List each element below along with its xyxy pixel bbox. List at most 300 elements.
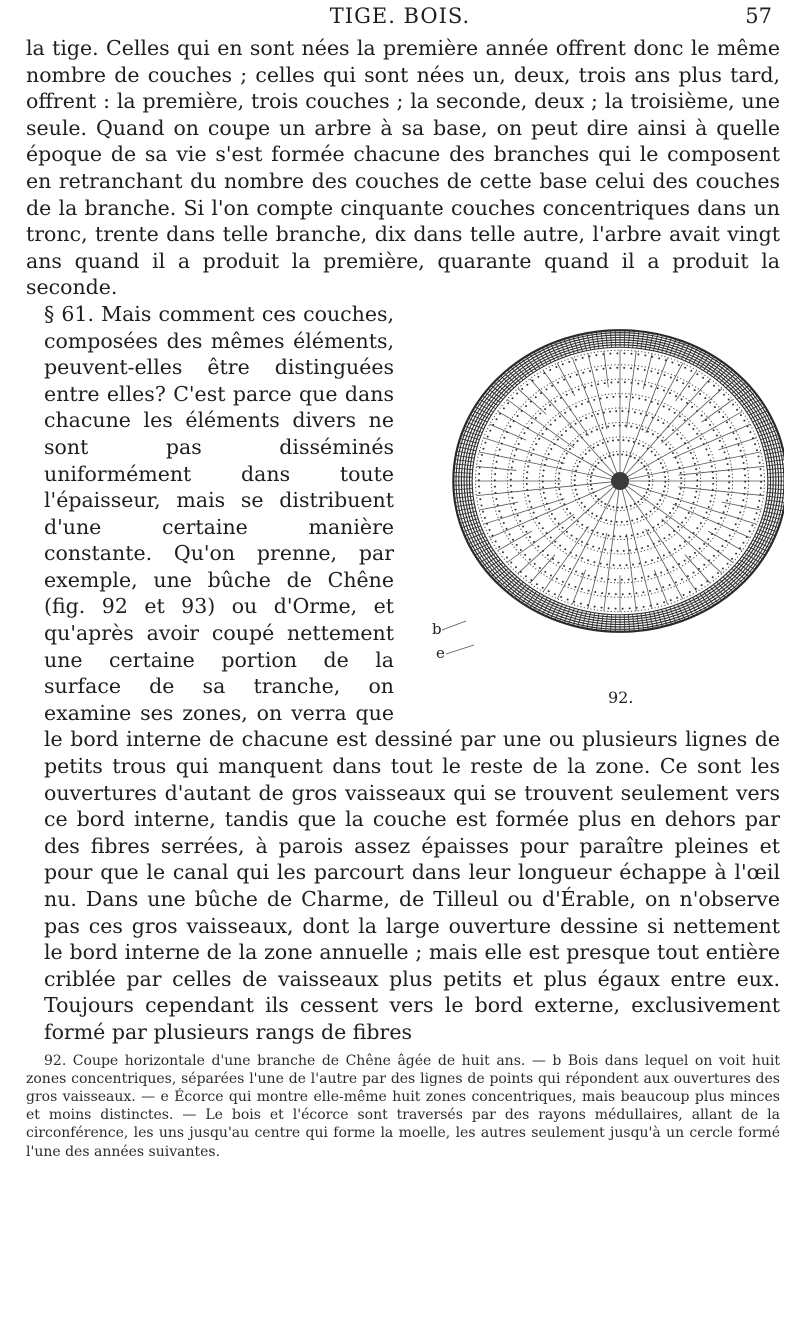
vessel-pore xyxy=(539,412,541,414)
vessel-pore xyxy=(577,465,579,467)
vessel-pore xyxy=(669,392,671,394)
vessel-pore xyxy=(581,502,583,504)
vessel-pore xyxy=(601,459,603,461)
vessel-pore xyxy=(705,511,707,513)
vessel-pore xyxy=(522,525,524,527)
vessel-pore xyxy=(526,384,528,386)
vessel-pore xyxy=(589,370,591,372)
vessel-pore xyxy=(690,507,692,509)
vessel-pore xyxy=(626,506,628,508)
vessel-pore xyxy=(613,425,615,427)
vessel-pore xyxy=(644,354,646,356)
vessel-pore xyxy=(601,607,603,609)
vessel-pore xyxy=(659,499,661,501)
vessel-pore xyxy=(625,396,627,398)
vessel-pore xyxy=(626,454,628,456)
vessel-pore xyxy=(746,536,748,538)
vessel-pore xyxy=(635,592,637,594)
vessel-pore xyxy=(566,394,568,396)
vessel-pore xyxy=(723,511,725,513)
vessel-pore xyxy=(569,376,571,378)
vessel-pore xyxy=(499,449,501,451)
vessel-pore xyxy=(703,564,705,566)
vessel-pore xyxy=(687,575,689,577)
vessel-pore xyxy=(594,591,596,593)
vessel-pore xyxy=(556,578,558,580)
vessel-pore xyxy=(597,498,599,500)
vessel-pore xyxy=(591,472,593,474)
vessel-pore xyxy=(725,540,727,542)
vessel-pore xyxy=(575,405,577,407)
vessel-pore xyxy=(511,397,513,399)
vessel-pore xyxy=(590,484,592,486)
vessel-pore xyxy=(587,604,589,606)
vessel-pore xyxy=(747,425,749,427)
vessel-pore xyxy=(704,397,706,399)
vessel-pore xyxy=(617,550,619,552)
bark-hatch xyxy=(761,522,779,527)
vessel-pore xyxy=(536,583,538,585)
vessel-pore xyxy=(591,529,593,531)
vessel-pore xyxy=(527,465,529,467)
vessel-pore xyxy=(542,587,544,589)
vessel-pore xyxy=(657,523,659,525)
vessel-pore xyxy=(585,453,587,455)
vessel-pore xyxy=(647,472,649,474)
vessel-pore xyxy=(588,590,590,592)
vessel-pore xyxy=(494,473,496,475)
vessel-pore xyxy=(517,514,519,516)
vessel-pore xyxy=(516,544,518,546)
vessel-pore xyxy=(650,385,652,387)
vessel-pore xyxy=(584,506,586,508)
vessel-pore xyxy=(663,405,665,407)
vessel-pore xyxy=(562,527,564,529)
vessel-pore xyxy=(677,526,679,528)
vessel-pore xyxy=(621,453,623,455)
vessel-pore xyxy=(754,443,756,445)
vessel-pore xyxy=(563,457,565,459)
vessel-pore xyxy=(576,374,578,376)
vessel-pore xyxy=(667,425,669,427)
vessel-pore xyxy=(643,465,645,467)
vessel-pore xyxy=(601,592,603,594)
vessel-pore xyxy=(604,457,606,459)
vessel-pore xyxy=(708,559,710,561)
vessel-pore xyxy=(725,457,727,459)
vessel-pore xyxy=(742,542,744,544)
vessel-pore xyxy=(729,534,731,536)
vessel-pore xyxy=(478,485,480,487)
vessel-pore xyxy=(586,527,588,529)
vessel-pore xyxy=(689,556,691,558)
vessel-pore xyxy=(647,545,649,547)
vessel-pore xyxy=(600,562,602,564)
vessel-pore xyxy=(535,396,537,398)
vessel-pore xyxy=(607,440,609,442)
vessel-pore xyxy=(657,458,659,460)
vessel-pore xyxy=(576,538,578,540)
vessel-pore xyxy=(657,372,659,374)
vessel-pore xyxy=(514,509,516,511)
bark-hatch xyxy=(460,439,478,444)
vessel-pore xyxy=(520,437,522,439)
vessel-pore xyxy=(630,367,632,369)
vessel-pore xyxy=(495,467,497,469)
vessel-pore xyxy=(613,535,615,537)
vessel-pore xyxy=(510,491,512,493)
vessel-pore xyxy=(494,479,496,481)
vessel-pore xyxy=(609,411,611,413)
vessel-pore xyxy=(558,488,560,490)
vessel-pore xyxy=(548,453,550,455)
vessel-pore xyxy=(728,398,730,400)
vessel-pore xyxy=(688,385,690,387)
vessel-pore xyxy=(637,533,639,535)
vessel-pore xyxy=(594,606,596,608)
vessel-pore xyxy=(604,503,606,505)
vessel-pore xyxy=(560,397,562,399)
vessel-pore xyxy=(719,440,721,442)
vessel-pore xyxy=(631,519,633,521)
vessel-pore xyxy=(735,553,737,555)
medullary-ray xyxy=(675,370,696,401)
vessel-pore xyxy=(561,498,563,500)
vessel-pore xyxy=(558,478,560,480)
vessel-pore xyxy=(533,512,535,514)
vessel-pore xyxy=(744,487,746,489)
vessel-pore xyxy=(675,457,677,459)
vessel-pore xyxy=(696,479,698,481)
vessel-pore xyxy=(645,491,647,493)
vessel-pore xyxy=(646,414,648,416)
vessel-pore xyxy=(756,512,758,514)
vessel-pore xyxy=(711,465,713,467)
vessel-pore xyxy=(622,593,624,595)
vessel-pore xyxy=(486,523,488,525)
vessel-pore xyxy=(612,454,614,456)
vessel-pore xyxy=(593,561,595,563)
vessel-pore xyxy=(664,485,666,487)
vessel-pore xyxy=(629,607,631,609)
vessel-pore xyxy=(543,469,545,471)
vessel-pore xyxy=(538,522,540,524)
caption-text: 92. Coupe horizontale d'une branche de Chêne âgée de huit ans. — b Bois dans lequel on voit huit zones concentriques, séparées l'une de l'autre par des lignes de points qui répondent aux ouvertures des gros vaisseaux. — e Écorce qui montre elle-même huit zones concentriques, mais beaucoup plus minces et moins distinctes. — Le bois et l'écorce sont traversés par des rayons médullaires, allant de la circonférence, les uns jusqu'au centre qui forme la moelle, les autres seulement jusqu'à un cercle formé l'une des années suivantes. xyxy=(26,1052,780,1160)
vessel-pore xyxy=(575,489,577,491)
vessel-pore xyxy=(743,420,745,422)
vessel-pore xyxy=(579,461,581,463)
vessel-pore xyxy=(484,442,486,444)
vessel-pore xyxy=(558,522,560,524)
vessel-pore xyxy=(561,434,563,436)
vessel-pore xyxy=(672,566,674,568)
vessel-pore xyxy=(525,405,527,407)
vessel-pore xyxy=(588,355,590,357)
figure-label-b: b xyxy=(432,619,442,638)
vessel-pore xyxy=(708,381,710,383)
vessel-pore xyxy=(695,491,697,493)
vessel-pore xyxy=(554,400,556,402)
vessel-pore xyxy=(628,440,630,442)
vessel-pore xyxy=(691,406,693,408)
vessel-pore xyxy=(703,543,705,545)
vessel-pore xyxy=(688,512,690,514)
vessel-pore xyxy=(664,374,666,376)
vessel-pore xyxy=(749,530,751,532)
vessel-pore xyxy=(527,427,529,429)
vessel-pore xyxy=(712,489,714,491)
vessel-pore xyxy=(510,485,512,487)
vessel-pore xyxy=(654,454,656,456)
vessel-pore xyxy=(526,489,528,491)
vessel-pore xyxy=(600,397,602,399)
vessel-pore xyxy=(690,370,692,372)
vessel-pore xyxy=(542,433,544,435)
vessel-pore xyxy=(696,410,698,412)
vessel-pore xyxy=(479,466,481,468)
vessel-pore xyxy=(544,571,546,573)
vessel-pore xyxy=(688,423,690,425)
vessel-pore xyxy=(685,517,687,519)
vessel-pore xyxy=(566,531,568,533)
vessel-pore xyxy=(708,454,710,456)
vessel-pore xyxy=(546,532,548,534)
vessel-pore xyxy=(759,462,761,464)
vessel-pore xyxy=(515,449,517,451)
vessel-pore xyxy=(644,384,646,386)
vessel-pore xyxy=(726,421,728,423)
vessel-pore xyxy=(735,523,737,525)
vessel-pore xyxy=(573,516,575,518)
vessel-pore xyxy=(535,417,537,419)
vessel-pore xyxy=(647,575,649,577)
vessel-pore xyxy=(640,413,642,415)
vessel-pore xyxy=(732,529,734,531)
vessel-pore xyxy=(613,564,615,566)
vessel-pore xyxy=(612,439,614,441)
vessel-pore xyxy=(634,457,636,459)
vessel-pore xyxy=(700,522,702,524)
vessel-pore xyxy=(590,480,592,482)
vessel-pore xyxy=(633,441,635,443)
vessel-pore xyxy=(718,522,720,524)
vessel-pore xyxy=(665,359,667,361)
vessel-pore xyxy=(759,493,761,495)
vessel-pore xyxy=(502,551,504,553)
vessel-pore xyxy=(545,458,547,460)
vessel-pore xyxy=(495,492,497,494)
vessel-pore xyxy=(740,414,742,416)
vessel-pore xyxy=(656,588,658,590)
vessel-pore xyxy=(549,369,551,371)
vessel-pore xyxy=(602,353,604,355)
vessel-pore xyxy=(743,468,745,470)
vessel-pore xyxy=(654,574,656,576)
vessel-pore xyxy=(487,436,489,438)
vessel-pore xyxy=(630,353,632,355)
vessel-pore xyxy=(707,538,709,540)
vessel-pore xyxy=(555,366,557,368)
vessel-pore xyxy=(695,588,697,590)
vessel-pore xyxy=(637,353,639,355)
vessel-pore xyxy=(601,501,603,503)
vessel-pore xyxy=(760,481,762,483)
vessel-pore xyxy=(557,438,559,440)
medullary-ray xyxy=(678,487,763,496)
vessel-pore xyxy=(713,555,715,557)
vessel-pore xyxy=(703,443,705,445)
vessel-pore xyxy=(650,605,652,607)
vessel-pore xyxy=(621,410,623,412)
vessel-pore xyxy=(621,506,623,508)
vessel-pore xyxy=(693,572,695,574)
vessel-pore xyxy=(570,552,572,554)
vessel-pore xyxy=(576,493,578,495)
vessel-pore xyxy=(492,424,494,426)
vessel-pore xyxy=(506,528,508,530)
running-head xyxy=(0,4,800,34)
vessel-pore xyxy=(629,593,631,595)
vessel-pore xyxy=(668,408,670,410)
vessel-pore xyxy=(604,382,606,384)
vessel-pore xyxy=(700,438,702,440)
vessel-pore xyxy=(648,476,650,478)
bark-hatch xyxy=(624,331,625,348)
vessel-pore xyxy=(513,455,515,457)
vessel-pore xyxy=(725,505,727,507)
vessel-pore xyxy=(548,590,550,592)
vessel-pore xyxy=(557,562,559,564)
vessel-pore xyxy=(581,573,583,575)
vessel-pore xyxy=(550,448,552,450)
vessel-pore xyxy=(696,433,698,435)
vessel-pore xyxy=(656,603,658,605)
vessel-pore xyxy=(758,500,760,502)
vessel-pore xyxy=(516,392,518,394)
vessel-pore xyxy=(553,443,555,445)
vessel-pore xyxy=(530,401,532,403)
vessel-pore xyxy=(559,545,561,547)
vessel-pore xyxy=(605,519,607,521)
vessel-pore xyxy=(672,429,674,431)
medullary-ray xyxy=(507,514,574,562)
vessel-pore xyxy=(526,477,528,479)
vessel-pore xyxy=(712,576,714,578)
bark-hatch xyxy=(624,615,625,632)
vessel-pore xyxy=(543,372,545,374)
vessel-pore xyxy=(619,396,621,398)
vessel-pore xyxy=(651,559,653,561)
vessel-pore xyxy=(663,389,665,391)
vessel-pore xyxy=(545,388,547,390)
text-body xyxy=(26,35,780,1161)
vessel-pore xyxy=(497,504,499,506)
vessel-pore xyxy=(637,459,639,461)
vessel-pore xyxy=(515,566,517,568)
vessel-pore xyxy=(641,577,643,579)
vessel-pore xyxy=(674,412,676,414)
vessel-pore xyxy=(684,560,686,562)
vessel-pore xyxy=(572,444,574,446)
vessel-pore xyxy=(705,419,707,421)
vessel-pore xyxy=(518,443,520,445)
vessel-pore xyxy=(682,382,684,384)
vessel-pore xyxy=(575,470,577,472)
vessel-pore xyxy=(578,388,580,390)
figure-92 xyxy=(408,305,784,710)
vessel-pore xyxy=(570,408,572,410)
vessel-pore xyxy=(660,462,662,464)
vessel-pore xyxy=(696,474,698,476)
vessel-pore xyxy=(741,456,743,458)
vessel-pore xyxy=(720,517,722,519)
vessel-pore xyxy=(529,536,531,538)
figure-number: 92. xyxy=(608,687,634,707)
vessel-pore xyxy=(656,503,658,505)
vessel-pore xyxy=(622,439,624,441)
vessel-pore xyxy=(581,436,583,438)
vessel-pore xyxy=(549,404,551,406)
vessel-pore xyxy=(537,376,539,378)
vessel-pore xyxy=(721,446,723,448)
vessel-pore xyxy=(717,550,719,552)
vessel-pore xyxy=(551,513,553,515)
vessel-pore xyxy=(668,534,670,536)
vessel-pore xyxy=(593,491,595,493)
vessel-pore xyxy=(623,550,625,552)
vessel-pore xyxy=(481,504,483,506)
vessel-pore xyxy=(663,554,665,556)
vessel-pore xyxy=(684,442,686,444)
vessel-pore xyxy=(692,457,694,459)
vessel-pore xyxy=(757,506,759,508)
vessel-pore xyxy=(742,499,744,501)
vessel-pore xyxy=(596,429,598,431)
vessel-pore xyxy=(581,588,583,590)
vessel-pore xyxy=(621,579,623,581)
vessel-pore xyxy=(527,495,529,497)
vessel-pore xyxy=(614,579,616,581)
medullary-ray xyxy=(604,351,609,387)
vessel-pore xyxy=(586,433,588,435)
vessel-pore xyxy=(699,547,701,549)
vessel-pore xyxy=(597,462,599,464)
vessel-pore xyxy=(542,481,544,483)
vessel-pore xyxy=(664,476,666,478)
vessel-pore xyxy=(703,517,705,519)
vessel-pore xyxy=(695,468,697,470)
vessel-pore xyxy=(694,463,696,465)
bark-hatch xyxy=(615,331,616,348)
vessel-pore xyxy=(642,531,644,533)
vessel-pore xyxy=(616,352,618,354)
vessel-pore xyxy=(544,408,546,410)
vessel-pore xyxy=(636,427,638,429)
vessel-pore xyxy=(625,425,627,427)
vessel-pore xyxy=(645,468,647,470)
vessel-pore xyxy=(721,545,723,547)
vessel-pore xyxy=(615,608,617,610)
vessel-pore xyxy=(497,455,499,457)
vessel-pore xyxy=(608,455,610,457)
vessel-pore xyxy=(542,550,544,552)
vessel-pore xyxy=(564,548,566,550)
vessel-pore xyxy=(717,572,719,574)
vessel-pore xyxy=(495,498,497,500)
vessel-pore xyxy=(670,376,672,378)
vessel-pore xyxy=(657,387,659,389)
vessel-pore xyxy=(666,516,668,518)
